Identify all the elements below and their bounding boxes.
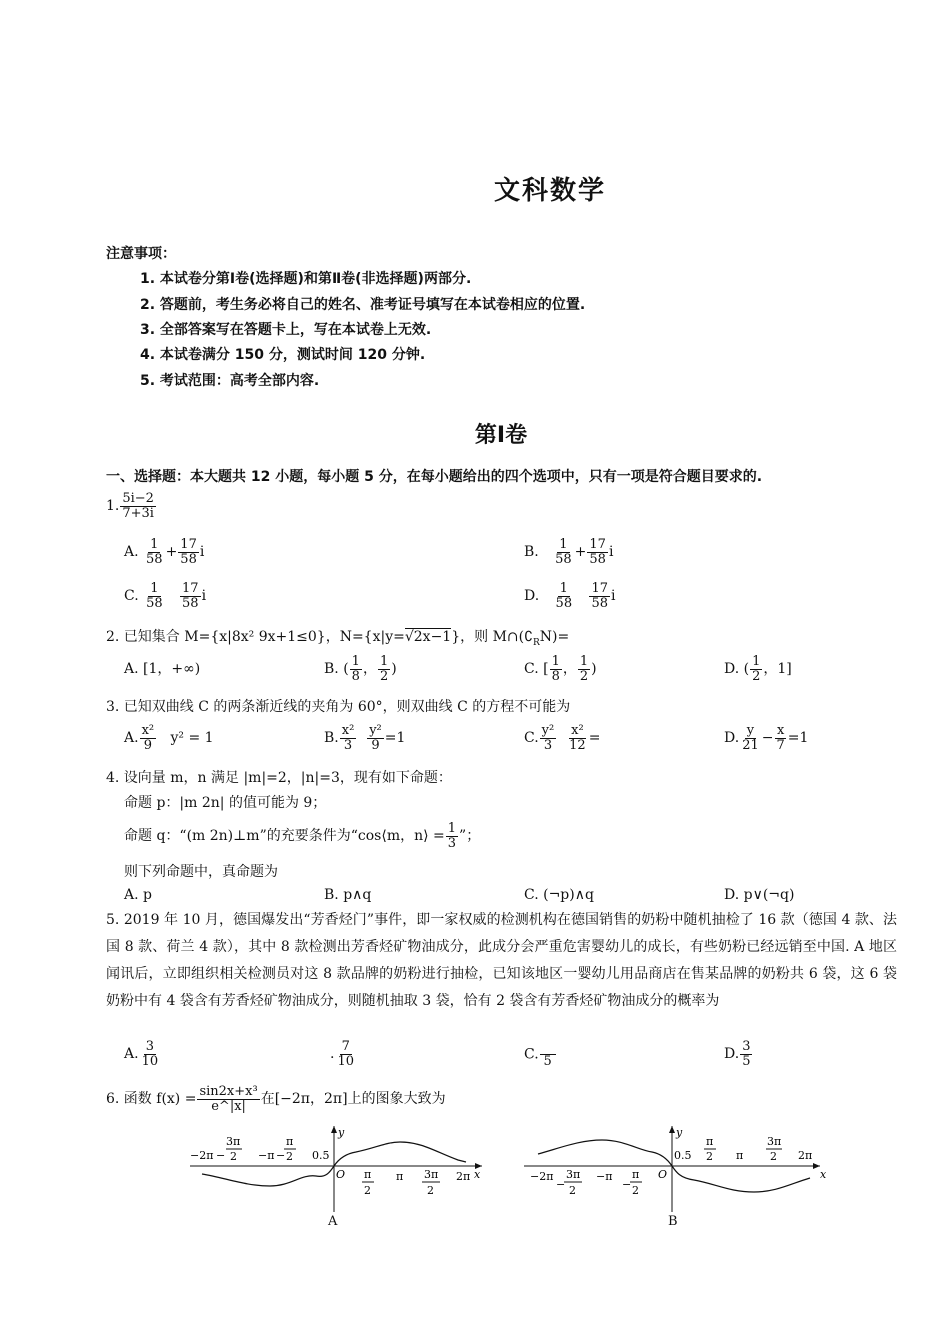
- option-d[interactable]: D. $\frac{1}{58}$ $\frac{17}{58}$ i: [524, 581, 616, 611]
- question-3: 3. 已知双曲线 C 的两条渐近线的夹角为 60°，则双曲线 C 的方程不可能为: [106, 699, 571, 715]
- svg-text:2: 2: [427, 1184, 434, 1197]
- axis-label: y: [338, 1126, 345, 1139]
- question-6: 6. 函数 f(x) = $\frac{\text{sin2x+x³}}{e\^{}|x|}$ 在[−2π，2π]上的图象大致为: [106, 1084, 446, 1114]
- tick-label: −2π: [190, 1149, 214, 1162]
- question-4-ask: 则下列命题中，真命题为: [124, 864, 278, 880]
- question-number: 1.: [106, 498, 120, 515]
- option-b[interactable]: B. $\frac{1}{58}$ + $\frac{17}{58}$ i: [524, 537, 614, 567]
- tick-label: −π: [596, 1170, 613, 1183]
- option-c[interactable]: C. $\frac{\text{y²}}{3}$ $\frac{\text{x²}}{12}$ =: [524, 723, 601, 753]
- notice-item: 1. 本试卷分第Ⅰ卷(选择题)和第Ⅱ卷(非选择题)两部分.: [140, 271, 472, 287]
- option-d[interactable]: D. p∨(¬q): [724, 887, 795, 903]
- option-b[interactable]: B. $\frac{\text{x²}}{3}$ $\frac{\text{y²}}{9}$ =1: [324, 723, 406, 753]
- option-b[interactable]: . $\frac{7}{10}$: [330, 1039, 354, 1069]
- option-a[interactable]: A. [1，+∞): [124, 661, 201, 677]
- tick-label: 0.5: [312, 1149, 330, 1162]
- svg-text:π: π: [364, 1168, 372, 1181]
- svg-text:2: 2: [569, 1184, 576, 1197]
- graph-a-caption: A: [328, 1214, 338, 1229]
- option-c[interactable]: C. 5: [524, 1040, 557, 1069]
- option-a[interactable]: A. $\frac{1}{58}$ + $\frac{17}{58}$ i: [124, 537, 205, 567]
- svg-text:2: 2: [632, 1184, 639, 1197]
- svg-text:3π: 3π: [424, 1168, 439, 1181]
- fraction-denominator: 7+3i: [122, 505, 154, 521]
- option-d[interactable]: D. $\frac{3}{5}$: [724, 1039, 751, 1069]
- option-b[interactable]: B. ( $\frac{1}{8}$ ， $\frac{1}{2}$ ): [324, 654, 397, 684]
- svg-text:π: π: [286, 1135, 294, 1148]
- axis-label: x: [474, 1168, 481, 1181]
- svg-text:2: 2: [286, 1150, 293, 1163]
- proposition-q: 命题 q：“(m 2n)⊥m”的充要条件为“cos⟨m，n⟩ = $\frac{1}{3}$ ”；: [124, 821, 481, 851]
- graph-b-caption: B: [668, 1214, 678, 1229]
- tick-label: 3π: [226, 1135, 241, 1148]
- svg-text:2: 2: [230, 1150, 237, 1163]
- svg-text:3π: 3π: [767, 1135, 782, 1148]
- option-c[interactable]: C. [ $\frac{1}{8}$ ， $\frac{1}{2}$ ): [524, 654, 597, 684]
- notice-heading: 注意事项：: [106, 246, 176, 262]
- notice-item: 4. 本试卷满分 150 分，测试时间 120 分钟.: [140, 347, 426, 363]
- option-a[interactable]: A. $\frac{\text{x²}}{9}$ y² = 1: [124, 723, 214, 753]
- tick-label: −2π: [530, 1170, 554, 1183]
- page-title: 文科数学: [493, 176, 606, 206]
- svg-text:−: −: [276, 1149, 286, 1162]
- x-axis-arrow: [813, 1163, 820, 1169]
- option-b[interactable]: B. p∧q: [324, 887, 372, 903]
- question-2: 2. 已知集合 M={x|8x² 9x+1≤0}，N={x|y=√2x−1}，则 $M\cap(∁_RN)=$: [106, 629, 570, 648]
- axis-label: x: [820, 1168, 827, 1181]
- option-c[interactable]: C. $\frac{1}{58}$ $\frac{17}{58}$ i: [124, 581, 207, 611]
- option-d[interactable]: D. $\frac{y}{21}$ − $\frac{x}{7}$ =1: [724, 723, 809, 753]
- option-c[interactable]: C. (¬p)∧q: [524, 887, 594, 903]
- question-1: [106, 492, 157, 520]
- svg-text:π: π: [706, 1135, 714, 1148]
- option-d[interactable]: D. ( $\frac{1}{2}$ ，1]: [724, 654, 792, 684]
- notice-item: 3. 全部答案写在答题卡上，写在本试卷上无效.: [140, 322, 432, 338]
- question-5: 5. 2019 年 10 月，德国爆发出“芳香烃门”事件，即一家权威的检测机构在德国销售的奶粉中随机抽检了 16 款（德国 4 款、法国 8 款、荷兰 4 款），其中 8 款检测出芳香烃矿物油成分，此成分会严重危害婴幼儿的成长，有些奶粉已经远销至中国. A 地区闻讯后，立即组织相关检测员对这 8 款品牌的奶粉进行抽检，已知该地区一婴幼儿用品商店在售某品牌的奶粉共 6 袋，这 6 袋奶粉中有 4 袋含有芳香烃矿物油成分，则随机抽取 3 袋，恰有 2 袋含有芳香烃矿物油成分的概率为: [106, 912, 897, 1009]
- fraction-numerator: 5i−2: [122, 491, 154, 506]
- volume-heading: 第Ⅰ卷: [474, 423, 528, 448]
- svg-text:−: −: [622, 1178, 632, 1191]
- svg-text:2: 2: [706, 1150, 713, 1163]
- svg-text:−: −: [556, 1178, 566, 1191]
- tick-label: 2π: [456, 1170, 471, 1183]
- origin-label: O: [658, 1168, 668, 1181]
- option-a[interactable]: A. p: [124, 887, 152, 903]
- notice-item: 5. 考试范围：高考全部内容.: [140, 373, 320, 389]
- section-heading: 一、选择题：本大题共 12 小题，每小题 5 分，在每小题给出的四个选项中，只有一项是符合题目要求的.: [106, 469, 763, 485]
- tick-label: π: [736, 1149, 744, 1162]
- y-axis-arrow: [331, 1126, 337, 1133]
- tick-label: 0.5: [674, 1149, 692, 1162]
- proposition-p: 命题 p：|m 2n| 的值可能为 9；: [124, 795, 327, 811]
- origin-label: O: [336, 1168, 346, 1181]
- svg-text:2: 2: [364, 1184, 371, 1197]
- question-4: 4. 设向量 m，n 满足 |m|=2，|n|=3，现有如下命题：: [106, 770, 452, 786]
- svg-text:π: π: [632, 1168, 640, 1181]
- option-a[interactable]: A. $\frac{3}{10}$: [124, 1039, 159, 1069]
- svg-text:−: −: [216, 1149, 226, 1162]
- svg-text:2: 2: [770, 1150, 777, 1163]
- notice-item: 2. 答题前，考生务必将自己的姓名、准考证号填写在本试卷相应的位置.: [140, 297, 586, 313]
- graph-a[interactable]: [186, 1122, 490, 1214]
- tick-label: 2π: [798, 1149, 813, 1162]
- tick-label: −π: [258, 1149, 275, 1162]
- graph-b[interactable]: [520, 1122, 830, 1214]
- tick-label: π: [396, 1170, 404, 1183]
- axis-label: y: [676, 1126, 683, 1139]
- y-axis-arrow: [669, 1126, 675, 1133]
- svg-text:3π: 3π: [566, 1168, 581, 1181]
